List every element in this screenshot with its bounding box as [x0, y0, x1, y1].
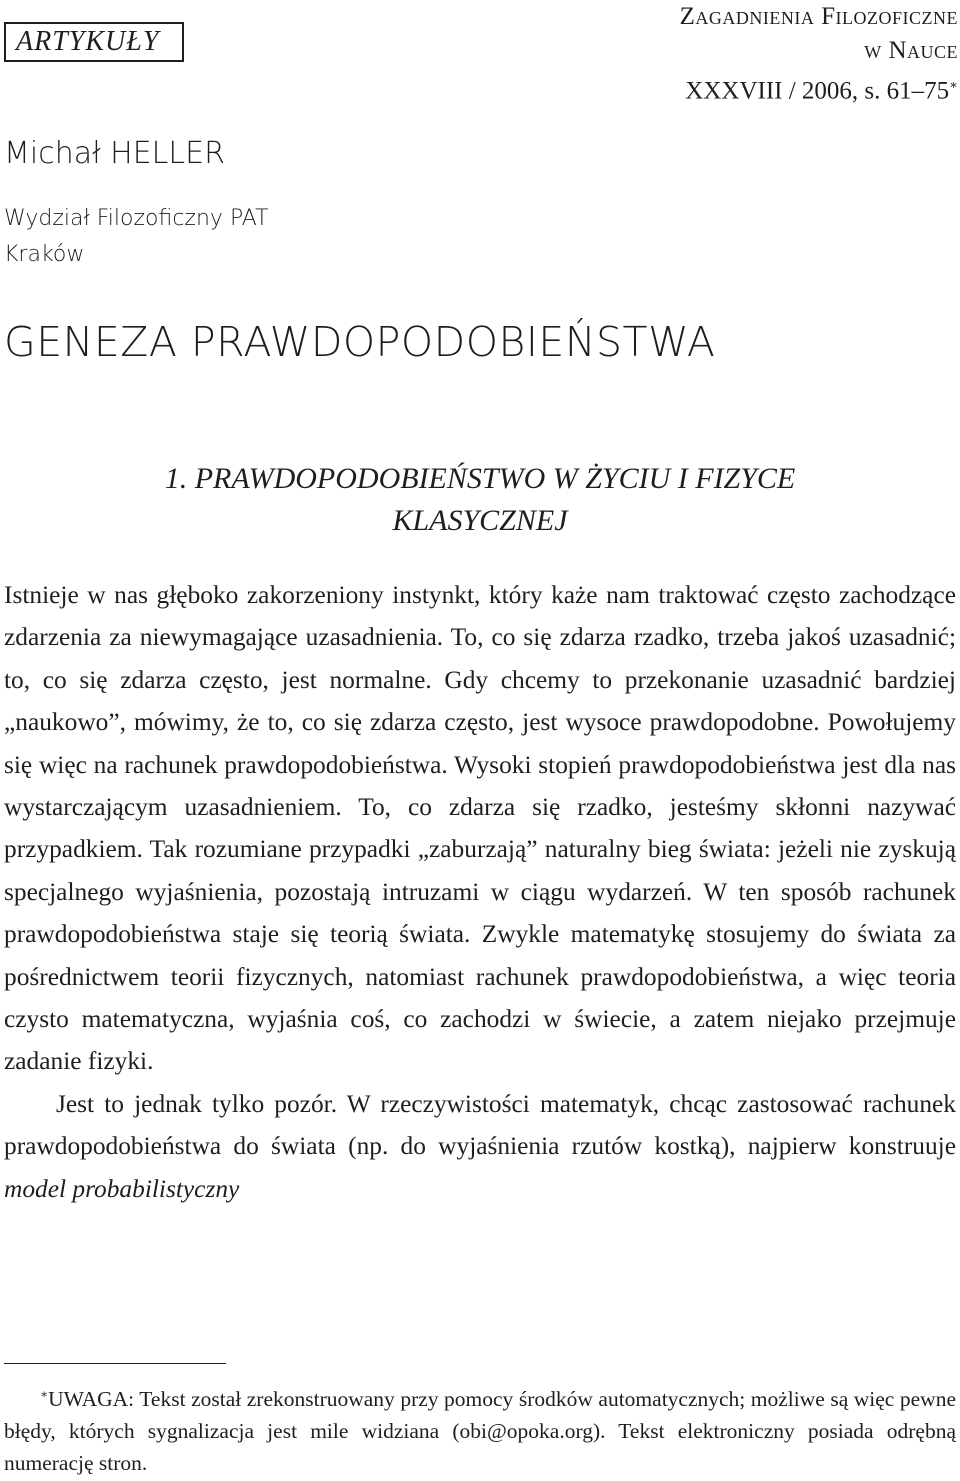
- section-label: ARTYKUŁY: [16, 26, 160, 57]
- journal-issue: [680, 68, 958, 108]
- section-label-box: [4, 22, 184, 62]
- affiliation-line1: Wydział Filozoficzny PAT: [4, 206, 269, 231]
- journal-issue-mark: ∗: [949, 77, 958, 92]
- article-title: GENEZA PRAWDOPODOBIEŃSTWA: [4, 318, 716, 366]
- body-emphasis: model probabilistyczny: [4, 1174, 240, 1203]
- journal-name-line2: w Nauce: [864, 37, 958, 64]
- body-paragraph-2-text: Jest to jednak tylko pozór. W rzeczywistości matematyk, chcąc zastosować rachunek prawdopodobieństwa do świata (np. do wyjaśnienia rzutów kostką), najpierw konstruuje: [4, 1089, 956, 1161]
- section-heading-line1: 1. PRAWDOPODOBIEŃSTWO W ŻYCIU I FIZYCE: [164, 462, 796, 495]
- footnote-rule: [4, 1363, 226, 1364]
- section-heading: [0, 458, 960, 542]
- footnote: [4, 1378, 956, 1479]
- body-paragraph-2: [4, 1083, 956, 1210]
- footnote-text: UWAGA: Tekst został zrekonstruowany przy pomocy środków automatycznych; możliwe są więc pewne błędy, których sygnalizacja jest mile widziana (obi@opoka.org). Tekst elektroniczny posiada odrębną numerację stron.: [4, 1387, 956, 1476]
- author-name: Michał HELLER: [4, 136, 225, 171]
- section-heading-line2: KLASYCZNEJ: [392, 504, 568, 537]
- article-body: [4, 574, 956, 1210]
- body-paragraph-1: Istnieje w nas głęboko zakorzeniony instynkt, który każe nam traktować często zachodzące zdarzenia za niewymagające uzasadnienia. To, co się zdarza rzadko, trzeba jakoś uzasadnić; to, co się zdarza często, jest normalne. Gdy chcemy to przekonanie uzasadnić bardziej „naukowo”, mówimy, że to, co się zdarza często, jest wysoce prawdopodobne. Powołujemy się więc na rachunek prawdopodobieństwa. Wysoki stopień prawdopodobieństwa jest dla nas wystarczającym uzasadnieniem. To, co zdarza się rzadko, jesteśmy skłonni nazywać przypadkiem. Tak rozumiane przypadki „zaburzają” naturalny bieg świata: jeżeli nie zyskują specjalnego wyjaśnienia, pozostają intruzami w ciągu wydarzeń. W ten sposób rachunek prawdopodobieństwa staje się teorią świata. Zwykle matematykę stosujemy do świata za pośrednictwem teorii fizycznych, natomiast rachunek prawdopodobieństwa, a więc teoria czysto matematyczna, wyjaśnia coś, co zachodzi w świecie, a zatem niejako przejmuje zadanie fizyki.: [4, 581, 956, 1076]
- footnote-mark: ∗: [40, 1387, 49, 1401]
- journal-header: [680, 0, 958, 108]
- journal-issue-text: XXXVIII / 2006, s. 61–75: [685, 77, 950, 105]
- affiliation-line2: Kraków: [4, 242, 85, 267]
- journal-name-line1: Zagadnienia Filozoficzne: [679, 3, 958, 30]
